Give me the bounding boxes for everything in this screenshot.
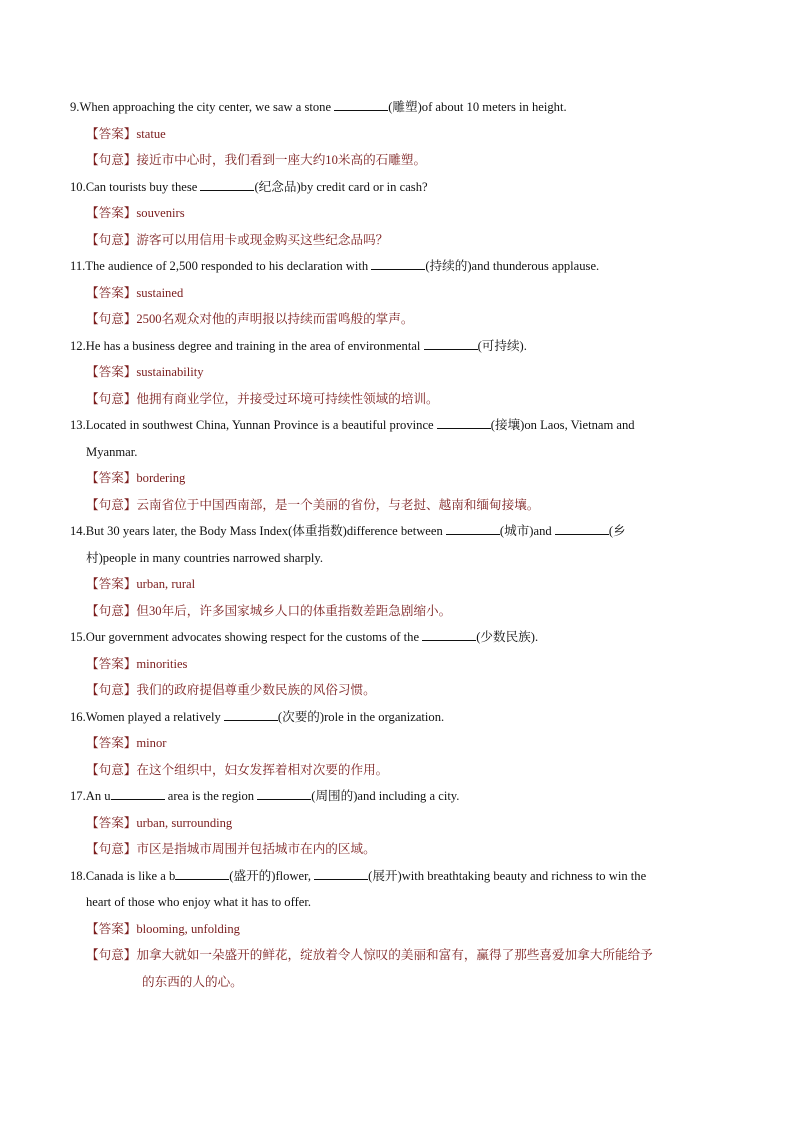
answer-row [70,810,724,837]
exercise-item-10 [70,174,724,254]
meaning-row [70,386,724,413]
exercise-item-17 [70,783,724,863]
answer-value: souvenirs [136,206,185,220]
meaning-label: 【句意】 [86,683,137,697]
answer-label: 【答案】 [86,285,137,300]
meaning-value: 市区是指城市周围并包括城市在内的区域。 [136,842,376,856]
question-text: 13.Located in southwest China, Yunnan Province is a beautiful province (接壤)on Laos, Vietnam and Myanmar. [70,412,724,465]
answer-label: 【答案】 [86,577,137,591]
answer-blank [446,524,500,535]
exercise-item-15 [70,624,724,704]
answer-value: sustainability [136,365,204,379]
answer-label: 【答案】 [86,206,137,220]
question-text: 14.But 30 years later, the Body Mass Index(体重指数)difference between (城市)and (乡 村)people in many countries narrowed sharply. [70,518,724,571]
answer-label: 【答案】 [86,815,137,830]
exercise-item-9 [70,94,724,174]
exercise-item-13 [70,412,724,518]
meaning-row [70,306,724,333]
meaning-label: 【句意】 [86,153,137,167]
question-text: 17.An u area is the region (周围的)and including a city. [70,789,460,803]
answer-label: 【答案】 [86,471,137,485]
answer-label: 【答案】 [86,736,137,750]
question-text: 9.When approaching the city center, we saw a stone (雕塑)of about 10 meters in height. [70,100,567,114]
answer-row [70,200,724,227]
meaning-label: 【句意】 [86,232,137,247]
answer-label: 【答案】 [86,126,137,141]
meaning-continuation: 的东西的人的心。 [142,974,243,989]
answer-label: 【答案】 [86,365,137,379]
question-text: 10.Can tourists buy these (纪念品)by credit card or in cash? [70,179,428,194]
meaning-label: 【句意】 [86,842,137,856]
answer-blank [257,789,311,800]
meaning-value: 加拿大就如一朵盛开的鲜花，绽放着令人惊叹的美丽和富有，赢得了那些喜爱加拿大所能给予 [136,948,653,962]
answer-value: minorities [136,656,188,671]
exercise-list [70,94,724,995]
exercise-item-16 [70,704,724,784]
meaning-row [70,492,724,519]
answer-blank [334,100,388,111]
meaning-value: 他拥有商业学位，并接受过环境可持续性领域的培训。 [136,391,439,406]
question-continuation: Myanmar. [86,444,138,459]
answer-blank [200,180,254,191]
answer-row [70,651,724,678]
answer-row [70,280,724,307]
meaning-row [70,836,724,863]
meaning-value: 游客可以用信用卡或现金购买这些纪念品吗？ [136,232,389,247]
question-text: 15.Our government advocates showing respect for the customs of the (少数民族). [70,630,539,644]
question-text: 11.The audience of 2,500 responded to his declaration with (持续的)and thunderous applause. [70,259,600,273]
answer-value: statue [136,126,166,141]
meaning-label: 【句意】 [86,603,137,618]
meaning-row [70,147,724,174]
answer-label: 【答案】 [86,656,137,671]
question-continuation: heart of those who enjoy what it has to offer. [86,895,312,909]
answer-label: 【答案】 [86,921,137,936]
meaning-value: 云南省位于中国西南部，是一个美丽的省份，与老挝、越南和缅甸接壤。 [136,497,540,512]
answer-blank [224,710,278,721]
answer-row [70,571,724,598]
meaning-label: 【句意】 [86,391,137,406]
answer-blank [437,418,491,429]
question-continuation: 村)people in many countries narrowed sharply. [86,550,323,565]
answer-value: minor [136,736,167,750]
meaning-value: 在这个组织中，妇女发挥着相对次要的作用。 [136,762,389,777]
question-text: 12.He has a business degree and training in the area of environmental (可持续). [70,338,527,353]
answer-row [70,465,724,492]
answer-blank [111,789,165,800]
answer-blank [371,259,425,270]
answer-value: urban, rural [136,577,196,591]
answer-blank [314,869,368,880]
exercise-item-18 [70,863,724,996]
answer-row [70,916,724,943]
answer-blank [424,339,478,350]
meaning-label: 【句意】 [86,312,137,326]
exercise-item-11 [70,253,724,333]
meaning-row [70,757,724,784]
answer-row [70,359,724,386]
meaning-label: 【句意】 [86,762,137,777]
answer-value: bordering [136,471,186,485]
meaning-value: 我们的政府提倡尊重少数民族的风俗习惯。 [136,683,376,697]
answer-blank [555,524,609,535]
answer-value: blooming, unfolding [136,921,240,936]
meaning-label: 【句意】 [86,948,137,962]
question-text: 16.Women played a relatively (次要的)role in the organization. [70,709,445,724]
meaning-row [70,677,724,704]
answer-value: sustained [136,285,184,300]
answer-blank [422,630,476,641]
answer-blank [175,869,229,880]
answer-value: urban, surrounding [136,815,233,830]
question-text: 18.Canada is like a b (盛开的)flower, (展开)with breathtaking beauty and richness to win the heart of those who enjoy what it has to offer. [70,863,724,916]
meaning-value: 但30年后，许多国家城乡人口的体重指数差距急剧缩小。 [136,603,452,618]
exercise-item-14 [70,518,724,624]
meaning-value: 接近市中心时，我们看到一座大约10米高的石雕塑。 [136,153,427,167]
meaning-label: 【句意】 [86,497,137,512]
meaning-row [70,598,724,625]
meaning-row [70,227,724,254]
exercise-item-12 [70,333,724,413]
meaning-row [70,942,724,995]
answer-row [70,121,724,148]
meaning-value: 2500名观众对他的声明报以持续而雷鸣般的掌声。 [136,312,414,326]
answer-row [70,730,724,757]
